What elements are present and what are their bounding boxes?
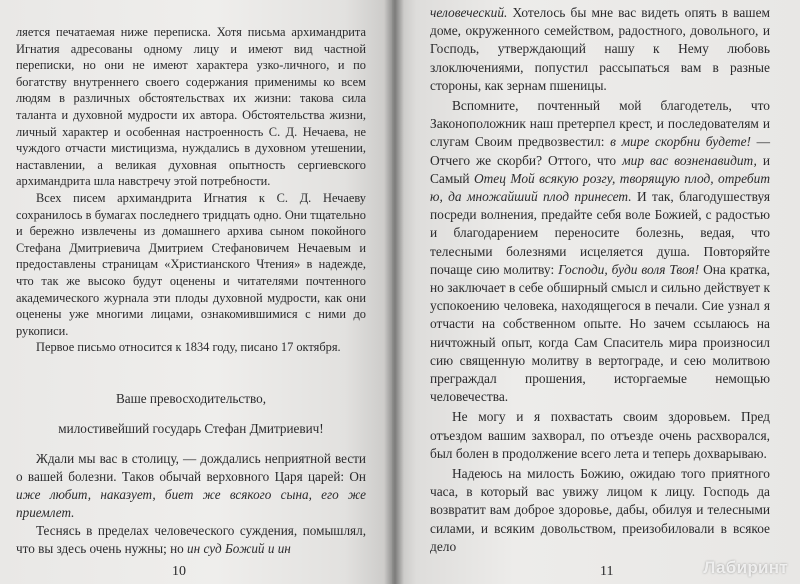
right-p2-text-e: Она кратка, но заключает в себе обширный смысл и сильно действует к успокоению человека, находящегося в печали. Сие узнал я отчасти на собственном опыте. Но зачем ссылаюсь на ничтожный опыт, когда Сам Спаситель мира произносил сию священную молитву в вертограде, и сею молитвою преграждал прошения, исторгаемые немощью человечества.: [430, 261, 770, 405]
letter-p1-italic: иже любит, наказует, биет же всякого сына, его же приемлет.: [16, 486, 366, 520]
intro-paragraph-2: Всех писем архимандрита Игнатия к С. Д. Нечаеву сохранилось в бумагах последнего тридцать одно. Они тщательно и бережно извлечены из домашнего архива сыном покойного Стефана Дмитриевича Дмитрием Стефановичем Нечаевым и предоставлены страницам «Христианского Чтения» в надежде, что так же высоко будут оценены и читателями почтенного академического журнала эти плоды духовной мудрости, как они оценены уже многими лицами, ознакомившимися с ними до рукописи.: [16, 190, 366, 338]
right-p2-text-c: и Самый: [430, 152, 771, 186]
right-p2-italic-1: в мире скорбни будете!: [610, 134, 751, 150]
page-number-left: 10: [172, 564, 186, 579]
right-p2-text-b: — Отчего же скорби? Оттого, что: [430, 134, 770, 168]
intro-paragraph-1: ляется печатаемая ниже переписка. Хотя письма архимандрита Игнатия адресованы одному лицу и имеют вид частной переписки, но они не имеют характера узко-личного, и по богатству внутреннего своего содержания применимы ко всем людям в различных обстоятельствах их жизни: такова сила таланта и духовной мудрости их автора. Обстоятельства жизни, личный характер и особенная настроенность С. Д. Нечаева, не чуждого отчасти мистицизма, нуждались в духовном утешении, наставлении, а великая духовная опытность сергиевского архимандрита шла навстречу этой потребности.: [16, 25, 366, 189]
letter-paragraph-2: [16, 522, 366, 558]
letter-p1-text: Ждали мы вас в столицу, — дождались неприятной вести о вашей болезни. Таков обычай верховного Царя царей: Он: [16, 450, 366, 484]
right-p2-italic-4: Господи, буди воля Твоя!: [558, 261, 700, 277]
right-p2-italic-3: Отец Мой всякую розгу, творящую плод, отребит ю, да множайший плод принесет.: [430, 170, 770, 205]
salutation-line-2: милостивейший государь Стефан Дмитриевич!: [58, 420, 324, 436]
right-paragraph-4: Надеюсь на милость Божию, ожидаю того приятного часа, в который вас увижу лицом к лицу. Господь да возвратит вам доброе здоровье, дабы, обилуя и телесными силами, и всяким довольством, преизобиловали в всякое дело: [430, 466, 770, 554]
right-p1-text: Хотелось бы мне вас видеть опять в вашем доме, окруженного семейством, радостного, довольного, и Господь, утверждающий нашу к Нему любовь злоключениями, попустил рассыпаться вам в разные стороны, как зернам пшеницы.: [430, 5, 770, 93]
right-p2-text-d: И так, благодушествуя посреди волнения, предайте себя воле Божией, с радостью и благодарением переносите болезнь, ведая, что телесными болезнями исцеляется душа. Повторяйте почаще сию молитву:: [430, 189, 770, 277]
right-p2-italic-2: мир вас возненавидит,: [622, 152, 757, 168]
book-gutter: [384, 0, 404, 584]
left-page: [0, 0, 392, 584]
right-page: [392, 0, 800, 584]
page-number-right: 11: [600, 564, 614, 579]
letter-p2-text: Теснясь в пределах человеческого суждения, помышлял, что вы здесь очень нужны; но: [16, 522, 366, 556]
labirint-watermark: Лабиринт: [703, 558, 788, 577]
letter-paragraph-1: [16, 450, 366, 522]
right-paragraph-2: [430, 97, 770, 406]
intro-paragraph-3: Первое письмо относится к 1834 году, писано 17 октября.: [36, 340, 341, 355]
letter-p2-italic: ин суд Божий и ин: [187, 540, 291, 556]
right-p1-italic: человеческий.: [430, 5, 508, 20]
letter-body-left: [16, 450, 366, 558]
right-paragraph-3: Не могу и я похвастать своим здоровьем. Пред отъездом вашим захворал, по отъезде очень расхворался, был болен в продолжение всего лета и теперь дохварываю.: [430, 409, 770, 461]
salutation-line-1: Ваше превосходительство,: [115, 390, 267, 406]
right-p2-text-a: Вспомните, почтенный мой благодетель, что Законоположник наш претерпел крест, и последователям и слугам Своим предвозвестил:: [430, 98, 770, 150]
letter-salutation: [16, 390, 366, 438]
right-paragraph-1: [430, 4, 770, 95]
